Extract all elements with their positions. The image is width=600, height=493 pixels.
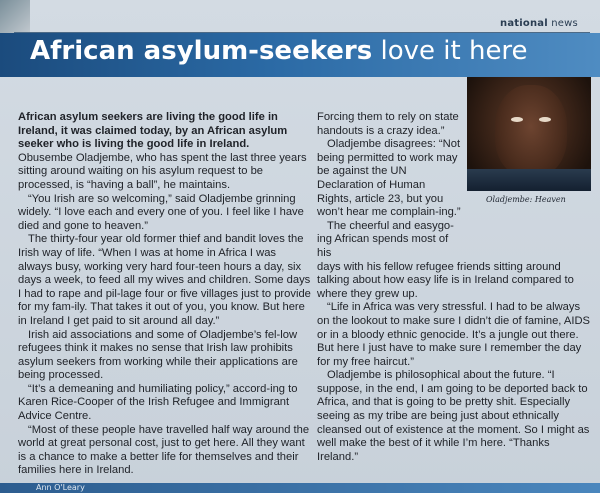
footer-text: Ann O'Leary [36, 483, 85, 492]
article-paragraph: “Life in Africa was very stressful. I had to be always on the lookout to make sure I didn’t die of famine, AIDS or in a bloody ethnic genocide. It’s a jungle out there. But here I just have to make sure I remember the day for my free haircut.” [317, 301, 591, 368]
article-paragraph: Oladjembe disagrees: “Not being permitted to work may be against the UN Declaration of Human Rights, article 23, but you won’t hear me complain-ing.” [317, 138, 461, 219]
article-paragraph: “It’s a demeaning and humiliating policy,” accord-ing to Karen Rice-Cooper of the Irish Refugee and Immigrant Advice Centre. [18, 382, 298, 423]
article-column-1 [18, 111, 312, 478]
headline-bold: African asylum-seekers [30, 36, 373, 66]
headline-band [0, 33, 600, 77]
article-paragraph: The thirty-four year old former thief and bandit loves the Irish way of life. “When I was at home in Africa I was always busy, working very hard four-teen hours a day, six days a week, to feed all my wives and children. Some days I had to rape and pil-lage four or five villages just to provide for my fam-ily. That takes it out of you, you know. But here in Ireland I get paid to sit around all day.” [18, 233, 311, 327]
headline-light: love it here [380, 36, 528, 66]
article-paragraph: “You Irish are so welcoming,” said Oladjembe grinning widely. “I love each and every one of you. I feel like I have died and gone to heaven.” [18, 192, 304, 232]
article-paragraph: days with his fellow refugee friends sitting around talking about how easy life is in Ireland compared to where they grew up. [317, 260, 574, 300]
corner-thumbnail [0, 0, 30, 34]
article-paragraph: Obusembe Oladjembe, who has spent the last three years sitting around waiting on his asylum request to be processed, is “having a ball”, he maintains. [18, 151, 307, 191]
section-label [500, 18, 578, 29]
footer-strip [0, 483, 600, 493]
article-paragraph: Forcing them to rely on state handouts is a crazy idea.” [317, 111, 459, 137]
article-paragraph: “Most of these people have travelled half way around the world at great personal cost, just to get here. All they want is a chance to make a better life for themselves and their families here in Ireland. [18, 423, 310, 477]
article-column-2-narrow [317, 111, 462, 261]
headline [30, 36, 528, 66]
article-paragraph: Oladjembe is philosophical about the future. “I suppose, in the end, I am going to be deported back to Africa, and that is going to be pretty shit. Especially seeing as my tribe are being just about ethnically cleansed out of existence at the moment. So I might as well make the best of it while I’m here. “Thanks Ireland.” [317, 369, 590, 463]
section-label-light: news [551, 18, 578, 29]
article-paragraph: Irish aid associations and some of Oladjembe’s fel-low refugees think it makes no sense that Irish law prohibits asylum seekers from working while their applications are being processed. [18, 328, 298, 382]
photo-caption: Oladjembe: Heaven [486, 195, 566, 204]
section-label-bold: national [500, 18, 548, 29]
article-column-2 [317, 111, 591, 464]
article-lead: African asylum seekers are living the good life in Ireland, it was claimed today, by an African asylum seeker who is living the good life in Ireland. [18, 111, 288, 151]
article-paragraph: The cheerful and easygo-ing African spends most of his [317, 219, 454, 259]
